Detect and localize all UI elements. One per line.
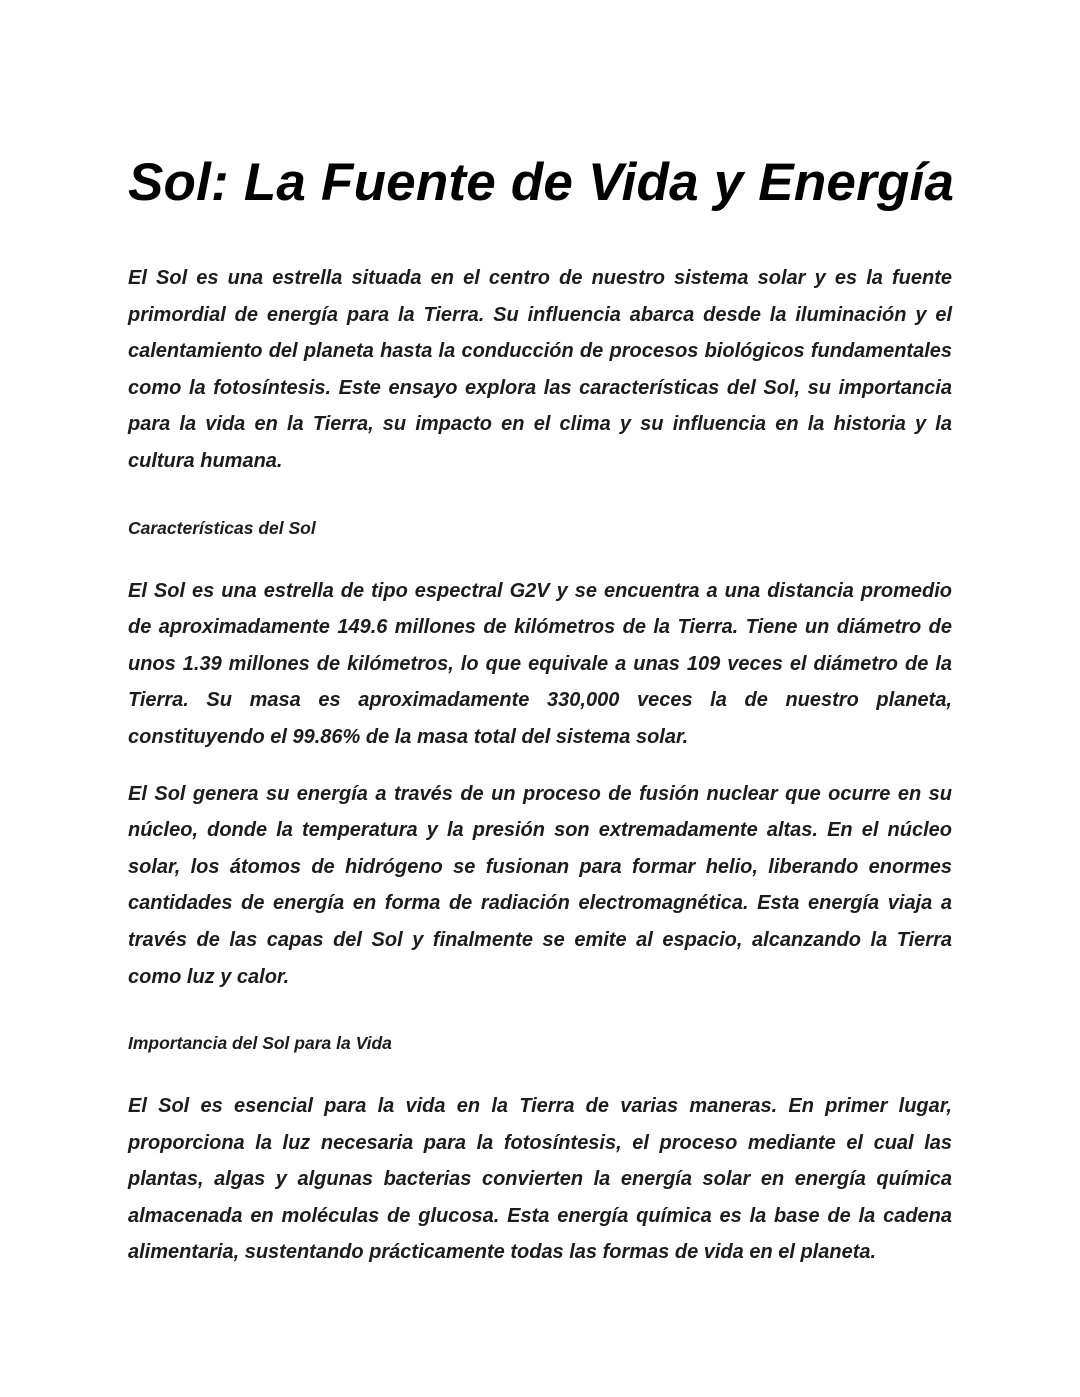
caracteristicas-paragraph-1: El Sol es una estrella de tipo espectral G2V y se encuentra a una distancia promedio de aproximadamente 149.6 millones de kilómetros de la Tierra. Tiene un diámetro de unos 1.39 millones de kilómetros, lo que equivale a unas 109 veces el diámetro de la Tierra. Su masa es aproximadamente 330,000 veces la de nuestro planeta, constituyendo el 99.86% de la masa total del sistema solar. bbox=[128, 579, 952, 748]
section-heading-caracteristicas: Características del Sol bbox=[128, 517, 316, 538]
page-title: Sol: La Fuente de Vida y Energía bbox=[128, 153, 955, 212]
section-heading-importancia: Importancia del Sol para la Vida bbox=[128, 1033, 392, 1054]
document-page bbox=[128, 150, 955, 1271]
intro-paragraph: El Sol es una estrella situada en el centro de nuestro sistema solar y es la fuente primordial de energía para la Tierra. Su influencia abarca desde la iluminación y el calentamiento del planeta hasta la conducción de procesos biológicos fundamentales como la fotosíntesis. Este ensayo explora las características del Sol, su importancia para la vida en la Tierra, su impacto en el clima y su influencia en la historia y la cultura humana. bbox=[128, 267, 952, 472]
importancia-paragraph-1: El Sol es esencial para la vida en la Tierra de varias maneras. En primer lugar, proporciona la luz necesaria para la fotosíntesis, el proceso mediante el cual las plantas, algas y algunas bacterias convierten la energía solar en energía química almacenada en moléculas de glucosa. Esta energía química es la base de la cadena alimentaria, sustentando prácticamente todas las formas de vida en el planeta. bbox=[128, 1095, 952, 1264]
caracteristicas-paragraph-2: El Sol genera su energía a través de un proceso de fusión nuclear que ocurre en su núcleo, donde la temperatura y la presión son extremadamente altas. En el núcleo solar, los átomos de hidrógeno se fusionan para formar helio, liberando enormes cantidades de energía en forma de radiación electromagnética. Esta energía viaja a través de las capas del Sol y finalmente se emite al espacio, alcanzando la Tierra como luz y calor. bbox=[128, 782, 952, 988]
